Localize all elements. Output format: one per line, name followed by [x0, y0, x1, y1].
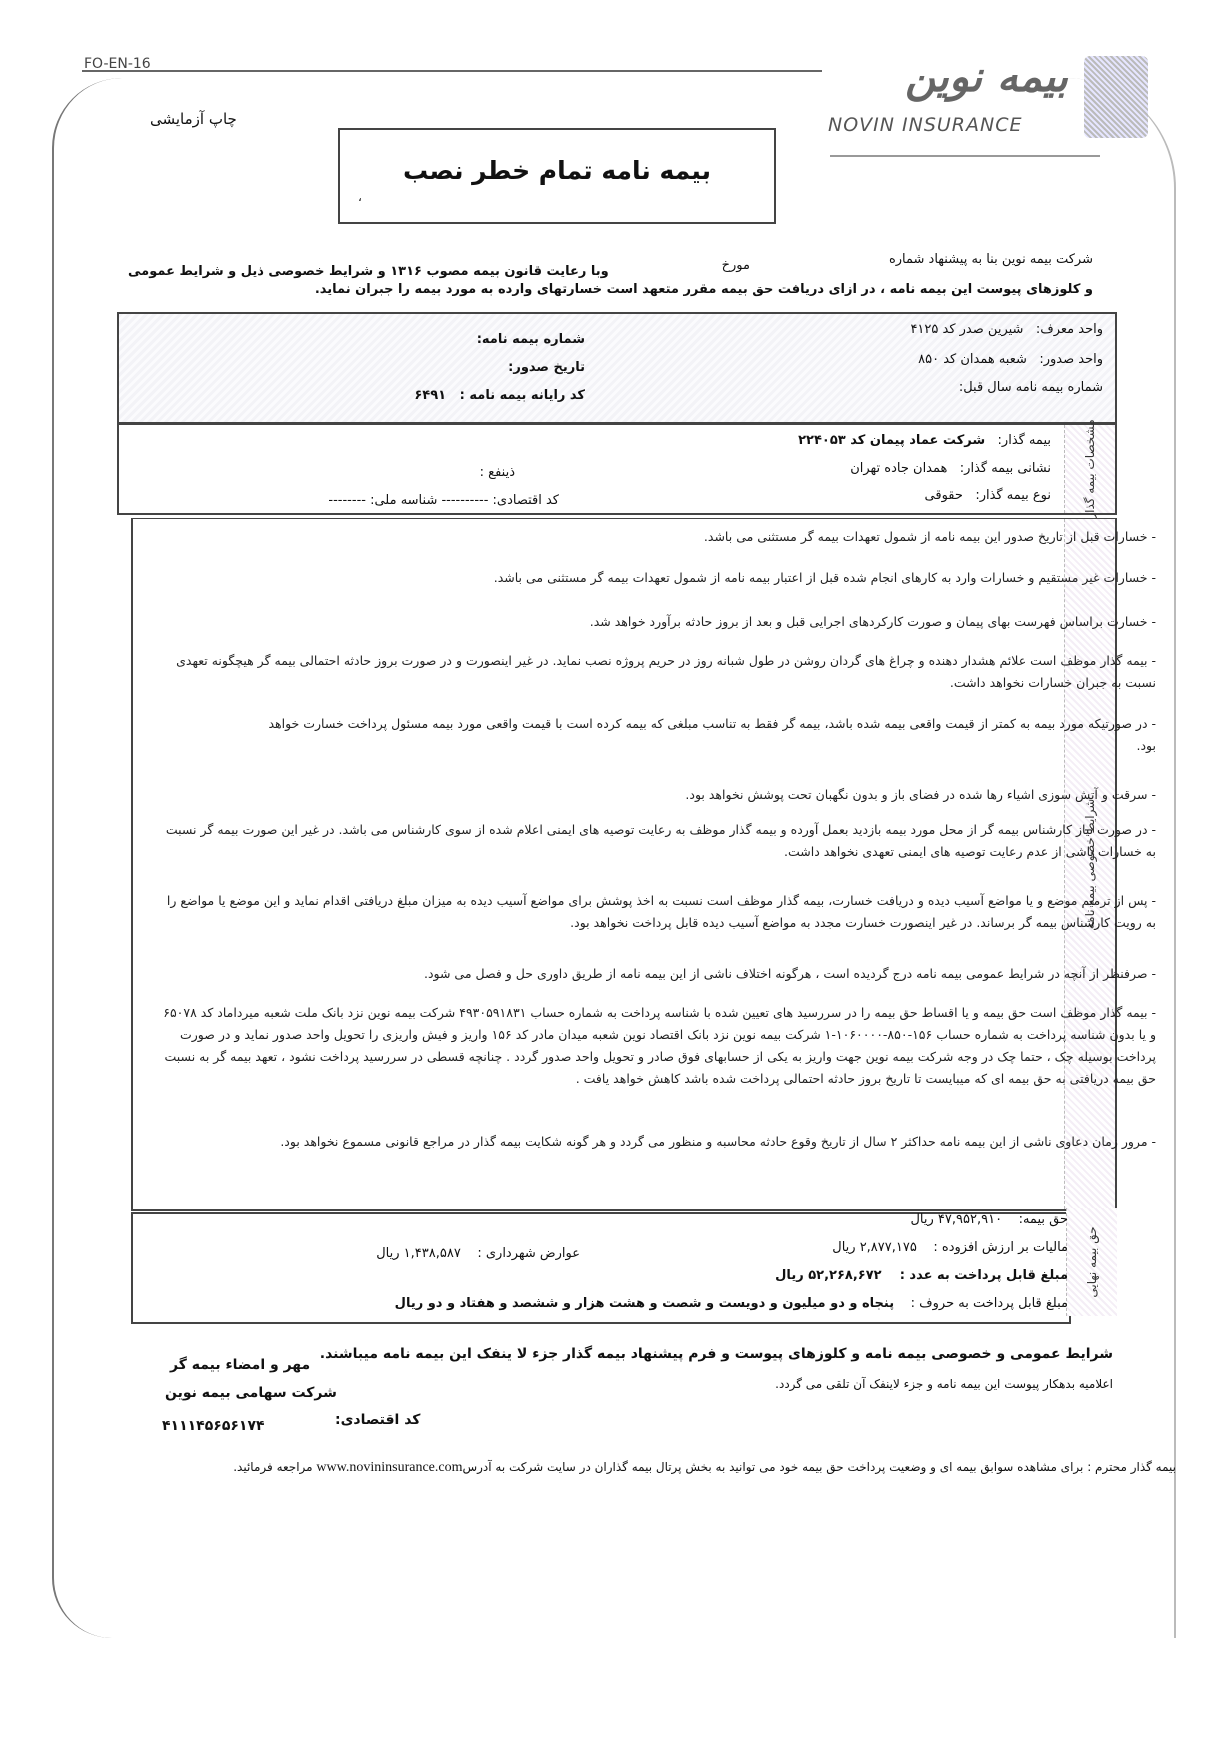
company-economic-code-label: کد اقتصادی:: [335, 1412, 421, 1428]
intro-line1-b: مورخ: [721, 258, 750, 273]
general-terms-note: شرایط عمومی و خصوصی بیمه نامه و کلوزهای پیوست و فرم پیشنهاد بیمه گذار جزء لا ینفک این بیمه نامه میباشند.: [319, 1346, 1113, 1362]
payable-number-value: ۵۲,۲۶۸,۶۷۲ ریال: [775, 1268, 882, 1283]
premium-value: ۴۷,۹۵۲,۹۱۰ ریال: [910, 1212, 1003, 1227]
document-title: بیمه نامه تمام خطر نصب: [402, 156, 711, 185]
condition-item: - بیمه گذار موظف است علائم هشدار دهنده و چراغ های گردان روشن در طول شبانه روز در حریم پروژه نصب نماید. در غیر اینصورت و در صورت بروز حادثه احتمالی بیمه گر هیچگونه تعهدی نسبت به جبران خسارات نخواهد داشت.: [176, 653, 1156, 690]
premium-side-label: حق بیمه نهایی: [1066, 1208, 1117, 1316]
intro-line1-c: وبا رعایت قانون بیمه مصوب ۱۳۱۶ و شرایط خصوصی ذیل و شرایط عمومی: [128, 264, 609, 279]
company-economic-code-value: ۴۱۱۱۴۵۶۵۶۱۷۴: [162, 1418, 265, 1434]
beneficiary-label: ذینفع :: [479, 465, 515, 480]
municipal-label: عوارض شهرداری :: [477, 1246, 580, 1261]
logo-text-en: NOVIN INSURANCE: [828, 114, 1023, 136]
intro-line1-a: شرکت بیمه نوین بنا به پیشنهاد شماره: [888, 252, 1093, 267]
payable-number-label: مبلغ قابل پرداخت به عدد :: [899, 1268, 1068, 1283]
insurer-value: شرکت عماد پیمان کد ۲۲۴۰۵۳: [798, 433, 986, 448]
condition-item: - در صورتیکه مورد بیمه به کمتر از قیمت واقعی بیمه شده باشد، بیمه گر فقط به تناسب مبلغی که بیمه کرده است با قیمت واقعی مورد بیمه مسئول پرداخت خسارت خواهد بود.: [268, 716, 1156, 753]
addendum-note: اعلامیه بدهکار پیوست این بیمه نامه و جزء لاینفک آن تلقی می گردد.: [775, 1377, 1113, 1391]
issuing-unit-label: واحد صدور:: [1039, 352, 1103, 367]
policy-code-value: ۶۴۹۱: [414, 388, 447, 403]
condition-item: - سرقت و آتش سوزی اشیاء رها شده در فضای باز و بدون نگهبان تحت پوشش نخواهد بود.: [685, 787, 1156, 802]
address-label: نشانی بیمه گذار:: [959, 461, 1051, 476]
policy-number-label: شماره بیمه نامه:: [476, 332, 585, 347]
premium-label: حق بیمه:: [1018, 1212, 1068, 1227]
policy-code-label: کد رایانه بیمه نامه :: [459, 388, 585, 403]
insurer-type-label: نوع بیمه گذار:: [975, 488, 1051, 503]
company-name: شرکت سهامی بیمه نوین: [165, 1385, 337, 1401]
payable-words-value: پنجاه و دو میلیون و دویست و شصت و هشت هزار و ششصد و هفتاد و دو ریال: [394, 1296, 895, 1311]
condition-item: - خسارت براساس فهرست بهای پیمان و صورت کارکردهای اجرایی قبل و بعد از بروز حادثه برآورد خواهد شد.: [589, 614, 1156, 629]
logo-rule: [830, 155, 1100, 157]
vat-label: مالیات بر ارزش افزوده :: [933, 1240, 1068, 1255]
condition-item: - مرور زمان دعاوی ناشی از این بیمه نامه حداکثر ۲ سال از تاریخ وقوع حادثه محاسبه و منظور می گردد و هر گونه شکایت بیمه گذار در مراجع قانونی مسموع نخواهد بود.: [280, 1134, 1156, 1149]
condition-item: - خسارات قبل از تاریخ صدور این بیمه نامه از شمول تعهدات بیمه گر مستثنی می باشد.: [703, 529, 1156, 544]
condition-item: - پس از ترمیم موضع و یا مواضع آسیب دیده و دریافت خسارت، بیمه گذار موظف است نسبت به اخذ پوشش برای مواضع آسیب دیده به میزان مبلغ دریافتی اقدام نماید و این موضع یا مواضع را به رویت کارشناس بیمه گر برساند. در غیر اینصورت خسارت مجدد به مواضع آسیب دیده قابل پرداخت نخواهد بود.: [166, 893, 1156, 930]
condition-item: - خسارات غیر مستقیم و خسارات وارد به کارهای انجام شده قبل از اعتبار بیمه نامه از شمول تعهدات بیمه گر مستثنی می باشد.: [493, 570, 1156, 585]
trial-print-label: چاپ آزمایشی: [150, 110, 237, 128]
vat-value: ۲,۸۷۷,۱۷۵ ریال: [832, 1240, 917, 1255]
portal-url-link[interactable]: www.novininsurance.com: [316, 1460, 463, 1475]
title-mark: ،: [358, 190, 362, 204]
prev-policy-label: شماره بیمه نامه سال قبل:: [958, 380, 1103, 395]
insurer-label: بیمه گذار:: [997, 433, 1051, 448]
portal-note-text: بیمه گذار محترم : برای مشاهده سوابق بیمه ای و وضعیت پرداخت حق بیمه خود می توانید به بخش پرتال بیمه گذاران در سایت شرکت به آدرس: [462, 1460, 1176, 1474]
logo-text-fa: بیمه نوین: [905, 52, 1068, 101]
logo-emblem-icon: [1084, 56, 1148, 138]
header-rule: [82, 70, 822, 72]
form-code: FO-EN-16: [84, 56, 151, 72]
insured-box: [117, 419, 1117, 519]
municipal-value: ۱,۴۳۸,۵۸۷ ریال: [376, 1246, 461, 1261]
company-logo: [828, 52, 1148, 142]
condition-item: - بیمه گذار موظف است حق بیمه و یا اقساط حق بیمه را در سررسید های تعیین شده با شناسه پرداخت به شماره حساب ۴۹۳۰۵۹۱۸۳۱ شرکت بیمه نوین نزد بانک ملت شعبه میرداماد کد ۶۵۰۷۸ و یا بدون شناسه پرداخت به شماره حساب ۱۵۶-۸۵۰-۱۰۶۰۰۰۰-۱ شرکت بیمه نوین نزد بانک اقتصاد نوین شعبه میدان مادر کد ۱۵۶ واریز و فیش واریزی را تحویل واحد صدور نماید و در صورت پرداخت بوسیله چک ، حتما چک در وجه شرکت بیمه نوین جهت واریز به یکی از حسابهای فوق صادر و تحویل واحد صدور گردد . چنانچه قسطی در سررسید پرداخت نشود ، تعهد بیمه گر به نسبت حق بیمه دریافتی به حق بیمه ای که میبایست تا تاریخ بروز حادثه احتمالی پرداخت شده باشد کاهش خواهد یافت .: [163, 1005, 1156, 1086]
stamp-signature-label: مهر و امضاء بیمه گر: [170, 1357, 311, 1373]
national-id-label: شناسه ملی: --------: [328, 493, 438, 508]
conditions-side-label: شرایط خصوصی بیمه نامه: [1064, 519, 1115, 1209]
premium-side: [1067, 1208, 1117, 1316]
portal-note-end: مراجعه فرمائید.: [233, 1460, 313, 1474]
portal-note: [233, 1460, 1176, 1476]
intro-line2: و کلوزهای پیوست این بیمه نامه ، در ازای دریافت حق بیمه مقرر متعهد است خسارتهای وارده به مورد بیمه را جبران نماید.: [314, 282, 1093, 297]
condition-item: - در صورت نیاز کارشناس بیمه گر از محل مورد بیمه بازدید بعمل آورده و بیمه گذار موظف به رعایت توصیه های ایمنی اعلام شده از سوی کارشناس می باشد. در غیر این صورت بیمه گر نسبت به خسارات ناشی از عدم رعایت توصیه های ایمنی تعهدی نخواهد داشت.: [165, 822, 1156, 859]
economic-code-label: کد اقتصادی: ----------: [441, 493, 559, 508]
insurer-type-value: حقوقی: [924, 488, 963, 503]
condition-item: - صرفنظر از آنچه در شرایط عمومی بیمه نامه درج گردیده است ، هرگونه اختلاف ناشی از این بیمه نامه از طریق داوری حل و فصل می شود.: [423, 966, 1156, 981]
payable-words-label: مبلغ قابل پرداخت به حروف :: [910, 1296, 1068, 1311]
policy-info-box: [117, 312, 1117, 424]
insured-side-label: مشخصات بیمه گذار: [1064, 425, 1115, 513]
issue-date-label: تاریخ صدور:: [508, 360, 585, 375]
issuing-unit-value: شعبه همدان کد ۸۵۰: [918, 352, 1027, 367]
title-box: [338, 128, 776, 224]
address-value: همدان جاده تهران: [850, 461, 948, 476]
agent-unit-value: شیرین صدر کد ۴۱۲۵: [910, 322, 1024, 337]
agent-unit-label: واحد معرف:: [1035, 322, 1103, 337]
